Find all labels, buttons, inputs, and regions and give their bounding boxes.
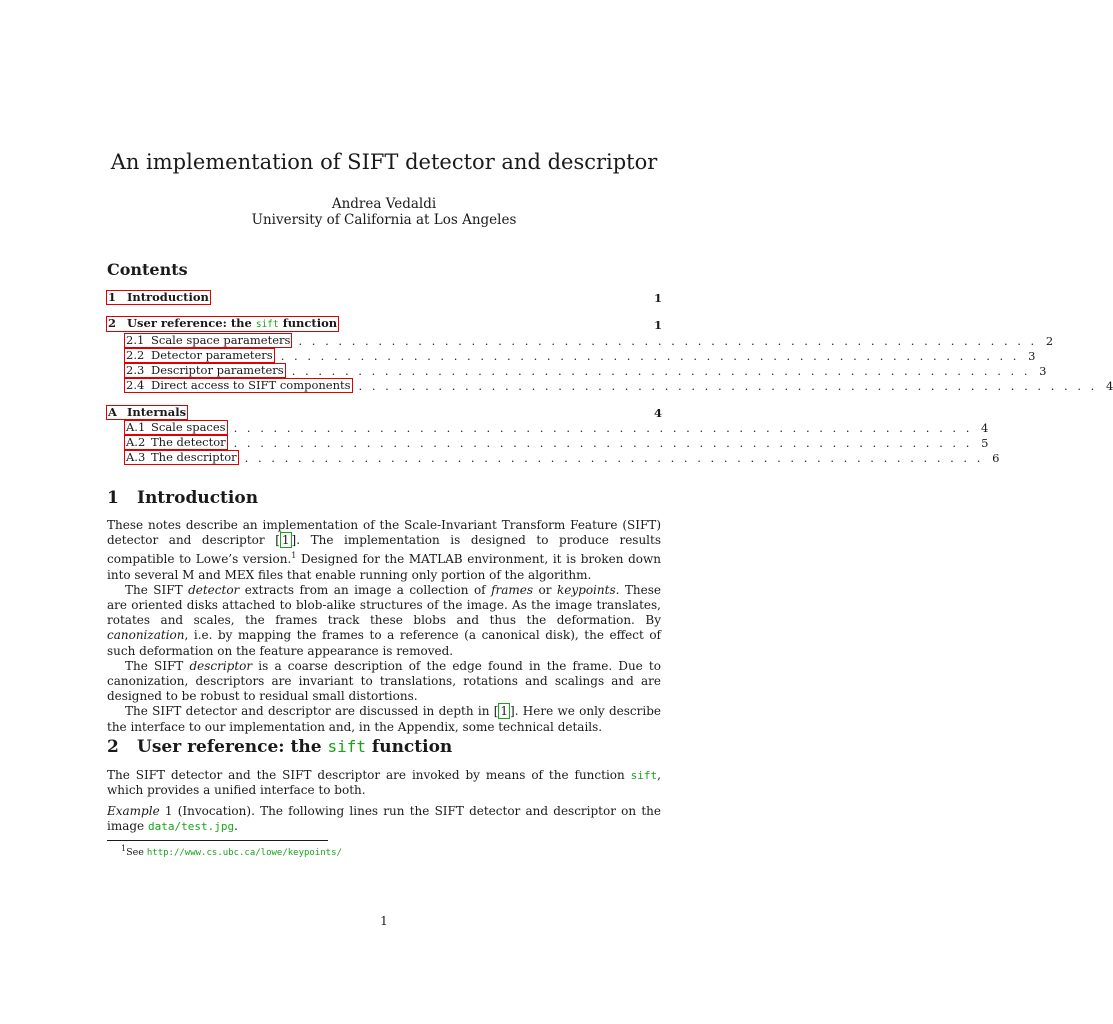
toc-page: 3 — [1039, 364, 1047, 378]
toc-entry-introduction — [106, 290, 662, 305]
toc-entry-descriptor-params: 2.3 Descriptor parameters . . . . . . . . . . . . . . . . . . . . . . . . . . . . . . . . . . . . . . . . . . . . . . . . . . . . . . . . 3 — [126, 363, 1047, 378]
toc-link-scale-spaces[interactable]: A.1 Scale spaces — [126, 420, 226, 434]
toc-entry-scale-space: 2.1 Scale space parameters . . . . . . . . . . . . . . . . . . . . . . . . . . . . . . . . . . . . . . . . . . . . . . . . . . . . . . . . 2 — [126, 333, 1054, 348]
toc-entry-scale-spaces: A.1 Scale spaces . . . . . . . . . . . . . . . . . . . . . . . . . . . . . . . . . . . . . . . . . . . . . . . . . . . . . . . . 4 — [126, 420, 989, 435]
toc-link-direct-access[interactable]: 2.4 Direct access to SIFT components — [126, 378, 351, 392]
toc-page: 1 — [653, 291, 662, 305]
toc-page: 4 — [981, 421, 989, 435]
section-2-body — [107, 768, 661, 798]
toc-page: 6 — [992, 451, 1000, 465]
footnote-rule — [107, 840, 328, 841]
toc-entry-direct-access: 2.4 Direct access to SIFT components . . . . . . . . . . . . . . . . . . . . . . . . . . . . . . . . . . . . . . . . . . . . . . . . . . . . . . . . 4 — [126, 378, 1113, 393]
toc-page: 5 — [981, 436, 989, 450]
toc-page: 2 — [1045, 334, 1054, 348]
toc-link-the-descriptor[interactable]: A.3 The descriptor — [126, 450, 237, 464]
paragraph: The SIFT detector and the SIFT descriptor are invoked by means of the function sift, which provides a unified interface to both. — [107, 768, 661, 798]
page-number: 1 — [380, 914, 388, 928]
toc-entry-detector-params: 2.2 Detector parameters . . . . . . . . . . . . . . . . . . . . . . . . . . . . . . . . . . . . . . . . . . . . . . . . . . . . . . . . 3 — [126, 348, 1036, 363]
toc-page: 4 — [1105, 379, 1113, 393]
toc-link-internals[interactable]: A Internals — [108, 405, 187, 419]
file-path: data/test.jpg — [147, 820, 235, 834]
toc-page: 3 — [1028, 349, 1036, 363]
example-1 — [107, 804, 661, 834]
citation-link[interactable]: 1 — [281, 533, 290, 548]
toc-link-the-detector[interactable]: A.2 The detector — [126, 435, 226, 449]
toc-entry-the-descriptor: A.3 The descriptor . . . . . . . . . . . . . . . . . . . . . . . . . . . . . . . . . . . . . . . . . . . . . . . . . . . . . . . . 6 — [126, 450, 1000, 465]
section-1-body — [107, 518, 661, 735]
toc-page: 1 — [653, 318, 662, 332]
section-heading-user-reference: 2 User reference: the sift function — [107, 737, 453, 757]
toc-link-detector-params[interactable]: 2.2 Detector parameters — [126, 348, 273, 362]
paragraph: The SIFT descriptor is a coarse description of the edge found in the frame. Due to canonization, descriptors are invariant to translations, rotations and scalings and are designed to be robust to residual small distortions. — [107, 658, 661, 704]
section-heading-introduction: 1 Introduction — [107, 488, 259, 508]
toc-link-scale-space[interactable]: 2.1 Scale space parameters — [126, 333, 291, 347]
toc-page: 4 — [653, 406, 662, 420]
toc-entry-the-detector: A.2 The detector . . . . . . . . . . . . . . . . . . . . . . . . . . . . . . . . . . . . . . . . . . . . . . . . . . . . . . . . 5 — [126, 435, 989, 450]
toc-link-introduction[interactable]: 1 Introduction — [108, 290, 209, 304]
footnote-mark[interactable]: 1 — [291, 551, 297, 561]
toc-entry-internals — [106, 405, 662, 420]
paragraph: These notes describe an implementation of the Scale-Invariant Transform Feature (SIFT) detector and descriptor [ 1 ]. The implementation is designed to produce results compatible to Lowe’s version.$^1$ Designed for the MATLAB environment, it is broken down into several M and MEX files that enable running only portion of the algorithm. — [107, 518, 662, 582]
paragraph: The SIFT detector extracts from an image a collection of frames or keypoints. These are oriented disks attached to blob-alike structures of the image. As the image translates, rotates and scales, the frames track these blobs and thus the deformation. By canonization, i.e. by mapping the frames to a reference (a canonical disk), the effect of such deformation on the feature appearance is removed. — [107, 582, 661, 658]
contents-heading: Contents — [107, 260, 188, 279]
paragraph: Example 1 (Invocation). The following lines run the SIFT detector and descriptor on the image data/test.jpg. — [107, 804, 661, 834]
author-name: Andrea Vedaldi — [331, 196, 437, 212]
paragraph: The SIFT detector and descriptor are discussed in depth in [ 1 ]. Here we only describe the interface to our implementation and, in the Appendix, some technical details. — [107, 704, 661, 734]
footnote-url-link[interactable]: http://www.cs.ubc.ca/lowe/keypoints/ — [146, 848, 342, 859]
citation-link[interactable]: 1 — [500, 704, 509, 719]
toc-link-user-reference[interactable]: 2 User reference: the sift function — [108, 316, 338, 330]
paper-title: An implementation of SIFT detector and descriptor — [110, 150, 658, 174]
toc-entry-user-reference — [106, 317, 662, 332]
toc-link-descriptor-params[interactable]: 2.3 Descriptor parameters — [126, 363, 284, 377]
footnote: $^1$See http://www.cs.ubc.ca/lowe/keypoints/ — [121, 844, 342, 859]
author-affiliation: University of California at Los Angeles — [251, 212, 517, 228]
